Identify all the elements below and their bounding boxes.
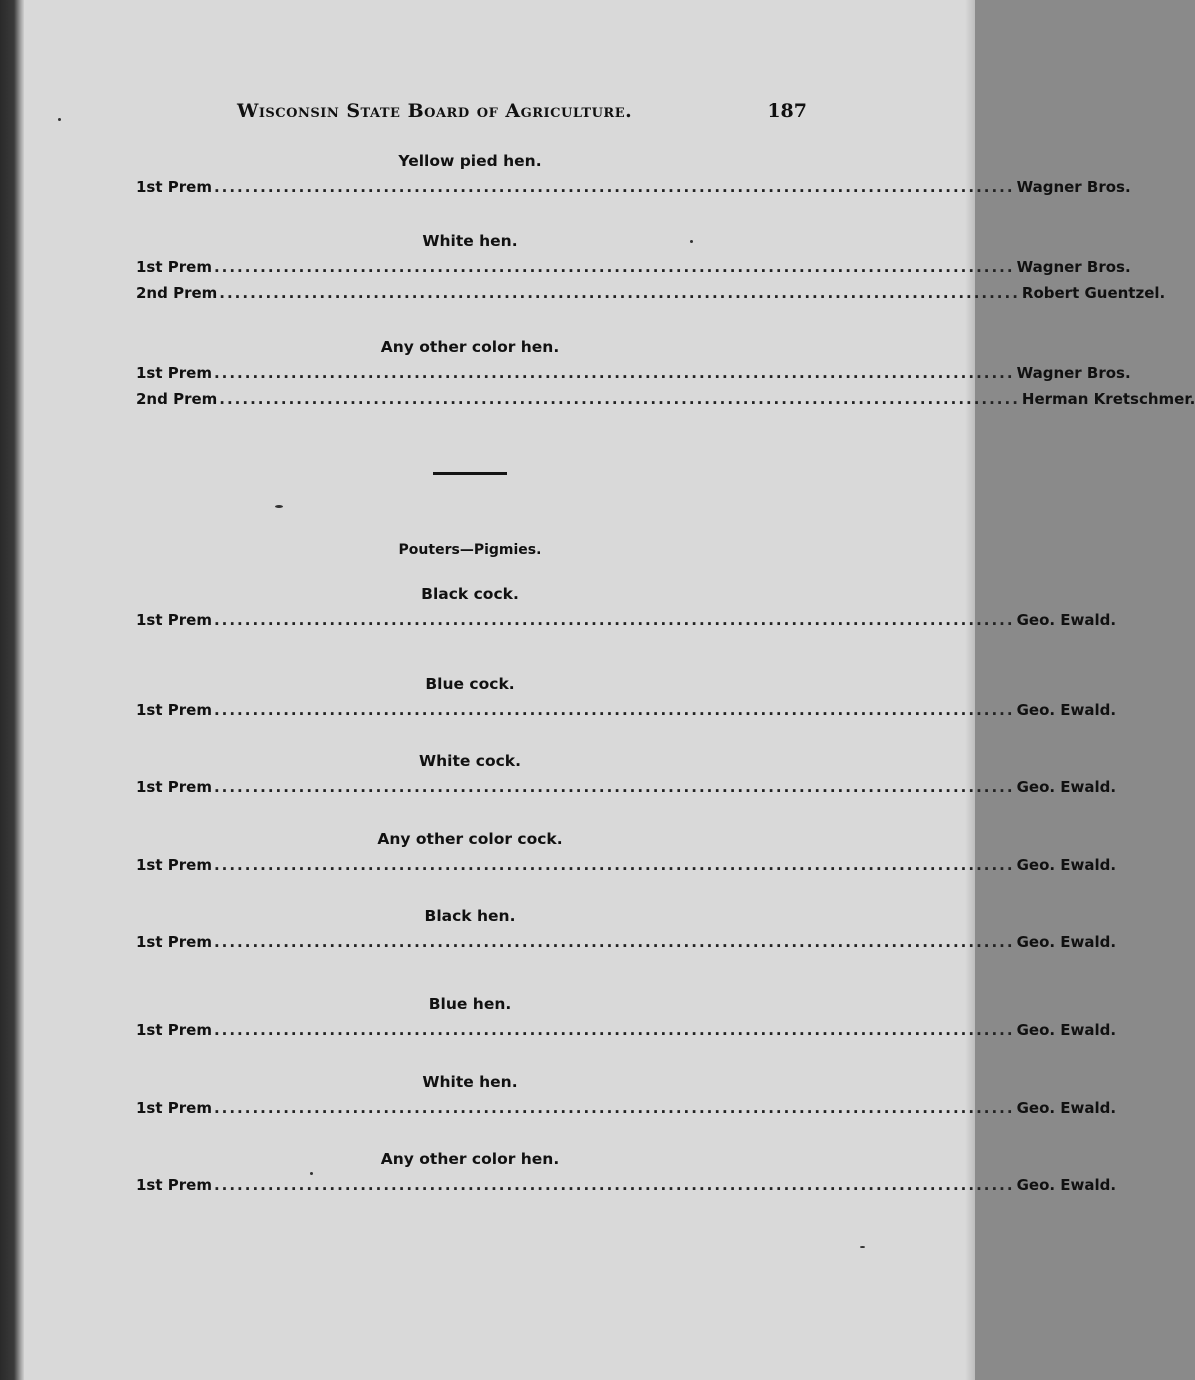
dot-leader: ........................................................................................................ <box>219 390 1020 408</box>
premium-entry <box>136 174 1131 200</box>
premium-entry <box>136 1095 1117 1121</box>
ink-speck <box>58 118 61 121</box>
premium-winner: Wagner Bros. <box>1016 178 1131 196</box>
section-title: Pouters—Pigmies. <box>398 542 542 558</box>
premium-winner: Herman Kretschmer. <box>1021 390 1195 408</box>
category-heading: Any other color hen. <box>380 1150 560 1168</box>
premium-place: 1st Prem <box>136 178 212 196</box>
running-header <box>237 100 807 126</box>
premium-winner: Geo. Ewald. <box>1016 701 1117 719</box>
category-heading: White cock. <box>419 752 521 770</box>
category-heading: Yellow pied hen. <box>398 152 542 170</box>
ink-speck <box>275 505 283 508</box>
dot-leader: ........................................................................................................ <box>213 933 1015 951</box>
premium-place: 2nd Prem <box>136 390 218 408</box>
premium-entry <box>136 852 1117 878</box>
premium-list <box>136 148 1195 1198</box>
page-number: 187 <box>767 100 807 122</box>
premium-place: 2nd Prem <box>136 284 218 302</box>
premium-place: 1st Prem <box>136 933 212 951</box>
ink-speck <box>860 1246 865 1248</box>
dot-leader: ........................................................................................................ <box>213 258 1015 276</box>
category-heading: Any other color cock. <box>377 830 563 848</box>
premium-entry <box>136 697 1117 723</box>
dot-leader: ........................................................................................................ <box>213 856 1015 874</box>
premium-winner: Geo. Ewald. <box>1016 611 1117 629</box>
premium-place: 1st Prem <box>136 701 212 719</box>
category-heading: Black cock. <box>421 585 519 603</box>
category-heading: Black hen. <box>424 907 516 925</box>
category-heading: White hen. <box>422 1073 518 1091</box>
category-heading: Blue hen. <box>428 995 512 1013</box>
premium-winner: Wagner Bros. <box>1016 364 1131 382</box>
premium-entry <box>136 774 1117 800</box>
premium-winner: Wagner Bros. <box>1016 258 1131 276</box>
dot-leader: ........................................................................................................ <box>213 611 1015 629</box>
ink-speck <box>690 240 693 243</box>
premium-place: 1st Prem <box>136 778 212 796</box>
header-title: Wisconsin State Board of Agriculture. <box>237 100 633 122</box>
premium-place: 1st Prem <box>136 364 212 382</box>
dot-leader: ........................................................................................................ <box>213 364 1015 382</box>
premium-winner: Geo. Ewald. <box>1016 1021 1117 1039</box>
premium-entry <box>136 607 1117 633</box>
premium-winner: Geo. Ewald. <box>1016 1099 1117 1117</box>
category-heading: Blue cock. <box>425 675 515 693</box>
premium-winner: Robert Guentzel. <box>1021 284 1166 302</box>
dot-leader: ........................................................................................................ <box>219 284 1020 302</box>
dot-leader: ........................................................................................................ <box>213 778 1015 796</box>
premium-place: 1st Prem <box>136 1176 212 1194</box>
category-heading: Any other color hen. <box>380 338 560 356</box>
premium-winner: Geo. Ewald. <box>1016 778 1117 796</box>
premium-entry <box>136 360 1131 386</box>
book-spine-shadow <box>0 0 24 1380</box>
premium-entry <box>136 254 1131 280</box>
ink-speck <box>310 1172 313 1175</box>
premium-entry <box>136 929 1117 955</box>
premium-place: 1st Prem <box>136 258 212 276</box>
premium-entry <box>136 1017 1117 1043</box>
premium-place: 1st Prem <box>136 1021 212 1039</box>
category-heading: White hen. <box>422 232 518 250</box>
premium-entry <box>136 1172 1117 1198</box>
premium-place: 1st Prem <box>136 611 212 629</box>
dot-leader: ........................................................................................................ <box>213 178 1015 196</box>
premium-winner: Geo. Ewald. <box>1016 1176 1117 1194</box>
dot-leader: ........................................................................................................ <box>213 1021 1015 1039</box>
premium-winner: Geo. Ewald. <box>1016 856 1117 874</box>
premium-entry <box>136 386 1195 412</box>
dot-leader: ........................................................................................................ <box>213 1176 1015 1194</box>
dot-leader: ........................................................................................................ <box>213 1099 1015 1117</box>
premium-place: 1st Prem <box>136 1099 212 1117</box>
premium-place: 1st Prem <box>136 856 212 874</box>
premium-entry <box>136 280 1166 306</box>
dot-leader: ........................................................................................................ <box>213 701 1015 719</box>
premium-winner: Geo. Ewald. <box>1016 933 1117 951</box>
